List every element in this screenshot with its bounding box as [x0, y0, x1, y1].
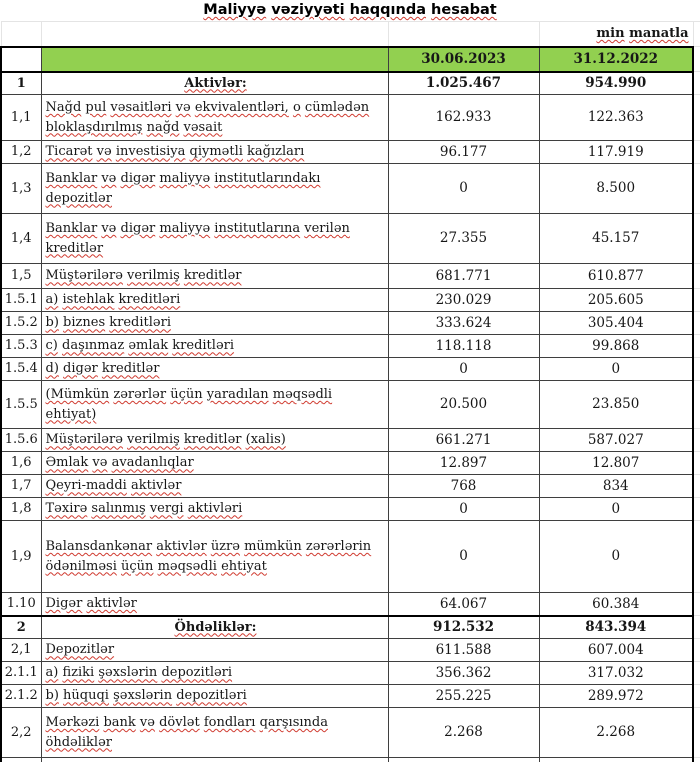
value-2023: 0	[388, 521, 539, 593]
table-row-liabilities-total	[1, 616, 700, 639]
row-number: 1,5	[1, 264, 41, 289]
value-2022: 0	[539, 498, 693, 521]
value-2022: 289.972	[539, 685, 693, 708]
table-row	[1, 475, 700, 498]
value-2023: 611.588	[388, 639, 539, 662]
row-number: 1.5.3	[1, 335, 41, 358]
value-2022: 99.868	[539, 335, 693, 358]
sheet-margin	[693, 452, 700, 475]
row-number: 1,4	[1, 214, 41, 264]
row-label: Depozitlər	[41, 639, 388, 662]
sheet-margin	[693, 708, 700, 758]
row-number: 2.1.1	[1, 662, 41, 685]
row-number: 1.5.6	[1, 429, 41, 452]
sheet-margin	[693, 358, 700, 381]
value-2022: 117.919	[539, 141, 693, 164]
empty-cell	[1, 758, 41, 762]
table-row	[1, 164, 700, 214]
sheet-margin	[693, 475, 700, 498]
empty-cell	[41, 758, 388, 762]
table-row	[1, 708, 700, 758]
row-number: 1,1	[1, 95, 41, 141]
row-number: 1.5.5	[1, 381, 41, 429]
unit-note-row	[1, 22, 700, 47]
sheet-margin	[693, 662, 700, 685]
table-row	[1, 498, 700, 521]
table-row	[1, 289, 700, 312]
table-row	[1, 521, 700, 593]
sheet-margin	[693, 164, 700, 214]
value-2022: 0	[539, 358, 693, 381]
row-number: 1,2	[1, 141, 41, 164]
value-2023: 162.933	[388, 95, 539, 141]
row-label: c) daşınmaz əmlak kreditləri	[41, 335, 388, 358]
value-2022: 305.404	[539, 312, 693, 335]
value-2023: 681.771	[388, 264, 539, 289]
sheet-margin	[693, 498, 700, 521]
unit-note: min manatla	[539, 22, 693, 47]
header-date-2023: 30.06.2023	[388, 47, 539, 72]
row-label: Təxirə salınmış vergi aktivləri	[41, 498, 388, 521]
value-2022: 843.394	[539, 616, 693, 639]
value-2023: 2.268	[388, 708, 539, 758]
row-label: Əmlak və avadanlıqlar	[41, 452, 388, 475]
table-row	[1, 264, 700, 289]
empty-cell	[1, 47, 41, 72]
row-label: a) istehlak kreditləri	[41, 289, 388, 312]
row-label: Banklar və digər maliyyə institutlarına verilən kreditlər	[41, 214, 388, 264]
sheet-margin	[693, 593, 700, 616]
row-label: b) hüquqi şəxslərin depozitləri	[41, 685, 388, 708]
value-2022: 23.850	[539, 381, 693, 429]
value-2023: 96.177	[388, 141, 539, 164]
value-2022: 954.990	[539, 72, 693, 95]
row-number: 1,9	[1, 521, 41, 593]
empty-cell	[388, 22, 539, 47]
sheet-margin	[693, 95, 700, 141]
value-2023: 0	[388, 358, 539, 381]
sheet-margin	[693, 521, 700, 593]
sheet-margin	[693, 72, 700, 95]
value-2023: 27.355	[388, 214, 539, 264]
row-number: 2	[1, 616, 41, 639]
row-label: b) biznes kreditləri	[41, 312, 388, 335]
value-2023: 230.029	[388, 289, 539, 312]
row-number: 2,1	[1, 639, 41, 662]
header-label-cell	[41, 47, 388, 72]
value-2023: 356.362	[388, 662, 539, 685]
value-2022: 607.004	[539, 639, 693, 662]
value-2023: 118.118	[388, 335, 539, 358]
sheet-margin	[693, 639, 700, 662]
row-number: 1.5.2	[1, 312, 41, 335]
sheet-margin	[693, 141, 700, 164]
value-2022: 205.605	[539, 289, 693, 312]
empty-cell	[539, 758, 693, 762]
sheet-margin	[693, 289, 700, 312]
table-row	[1, 452, 700, 475]
empty-cell	[388, 758, 539, 762]
table-row	[1, 358, 700, 381]
sheet-margin	[693, 616, 700, 639]
row-label: d) digər kreditlər	[41, 358, 388, 381]
row-label: Müştərilərə verilmiş kreditlər	[41, 264, 388, 289]
row-label: Balansdankənar aktivlər üzrə mümkün zərərlərin ödənilməsi üçün məqsədli ehtiyat	[41, 521, 388, 593]
row-label: Öhdəliklər:	[41, 616, 388, 639]
sheet-margin	[693, 335, 700, 358]
value-2022: 587.027	[539, 429, 693, 452]
row-label: Qeyri-maddi aktivlər	[41, 475, 388, 498]
value-2023: 0	[388, 164, 539, 214]
value-2023: 255.225	[388, 685, 539, 708]
cut-off-row	[1, 758, 700, 762]
value-2022: 8.500	[539, 164, 693, 214]
value-2022: 0	[539, 521, 693, 593]
value-2022: 317.032	[539, 662, 693, 685]
value-2023: 768	[388, 475, 539, 498]
row-label: a) fiziki şəxslərin depozitləri	[41, 662, 388, 685]
sheet-margin	[693, 312, 700, 335]
value-2023: 12.897	[388, 452, 539, 475]
sheet-margin	[693, 429, 700, 452]
sheet-margin	[693, 685, 700, 708]
report-title: Maliyyə vəziyyəti haqqında hesabat	[203, 2, 497, 18]
value-2022: 12.807	[539, 452, 693, 475]
table-row	[1, 214, 700, 264]
row-label: Aktivlər:	[41, 72, 388, 95]
sheet-margin	[693, 264, 700, 289]
row-number: 1,7	[1, 475, 41, 498]
header-date-2022: 31.12.2022	[539, 47, 693, 72]
value-2022: 2.268	[539, 708, 693, 758]
row-number: 1,3	[1, 164, 41, 214]
value-2022: 45.157	[539, 214, 693, 264]
row-label: (Mümkün zərərlər üçün yaradılan məqsədli ehtiyat)	[41, 381, 388, 429]
row-number: 2.1.2	[1, 685, 41, 708]
financial-statement-table	[0, 21, 700, 762]
table-row	[1, 662, 700, 685]
sheet-margin	[693, 47, 700, 72]
sheet-margin	[693, 758, 700, 762]
value-2023: 1.025.467	[388, 72, 539, 95]
empty-cell	[1, 22, 41, 47]
table-row	[1, 335, 700, 358]
value-2023: 333.624	[388, 312, 539, 335]
row-number: 1.10	[1, 593, 41, 616]
value-2022: 610.877	[539, 264, 693, 289]
value-2023: 0	[388, 498, 539, 521]
table-row-assets-total	[1, 72, 700, 95]
row-number: 2,2	[1, 708, 41, 758]
value-2023: 661.271	[388, 429, 539, 452]
value-2022: 60.384	[539, 593, 693, 616]
value-2022: 122.363	[539, 95, 693, 141]
row-number: 1,8	[1, 498, 41, 521]
row-label: Digər aktivlər	[41, 593, 388, 616]
table-row	[1, 593, 700, 616]
sheet-margin	[693, 381, 700, 429]
date-header-row	[1, 47, 700, 72]
value-2023: 20.500	[388, 381, 539, 429]
row-number: 1.5.1	[1, 289, 41, 312]
sheet-margin	[693, 214, 700, 264]
row-label: Nağd pul vəsaitləri və ekvivalentləri, o cümlədən bloklaşdırılmış nağd vəsait	[41, 95, 388, 141]
row-label: Banklar və digər maliyyə institutlarındakı depozitlər	[41, 164, 388, 214]
sheet-margin	[693, 22, 700, 47]
row-label: Ticarət və investisiya qiymətli kağızları	[41, 141, 388, 164]
row-number: 1,6	[1, 452, 41, 475]
row-label: Müştərilərə verilmiş kreditlər (xalis)	[41, 429, 388, 452]
row-number: 1	[1, 72, 41, 95]
value-2022: 834	[539, 475, 693, 498]
table-row	[1, 141, 700, 164]
empty-cell	[41, 22, 388, 47]
table-row	[1, 639, 700, 662]
row-number: 1.5.4	[1, 358, 41, 381]
row-label: Mərkəzi bank və dövlət fondları qarşısında öhdəliklər	[41, 708, 388, 758]
value-2023: 64.067	[388, 593, 539, 616]
value-2023: 912.532	[388, 616, 539, 639]
table-row	[1, 685, 700, 708]
table-row	[1, 381, 700, 429]
table-row	[1, 429, 700, 452]
table-row	[1, 312, 700, 335]
table-row	[1, 95, 700, 141]
